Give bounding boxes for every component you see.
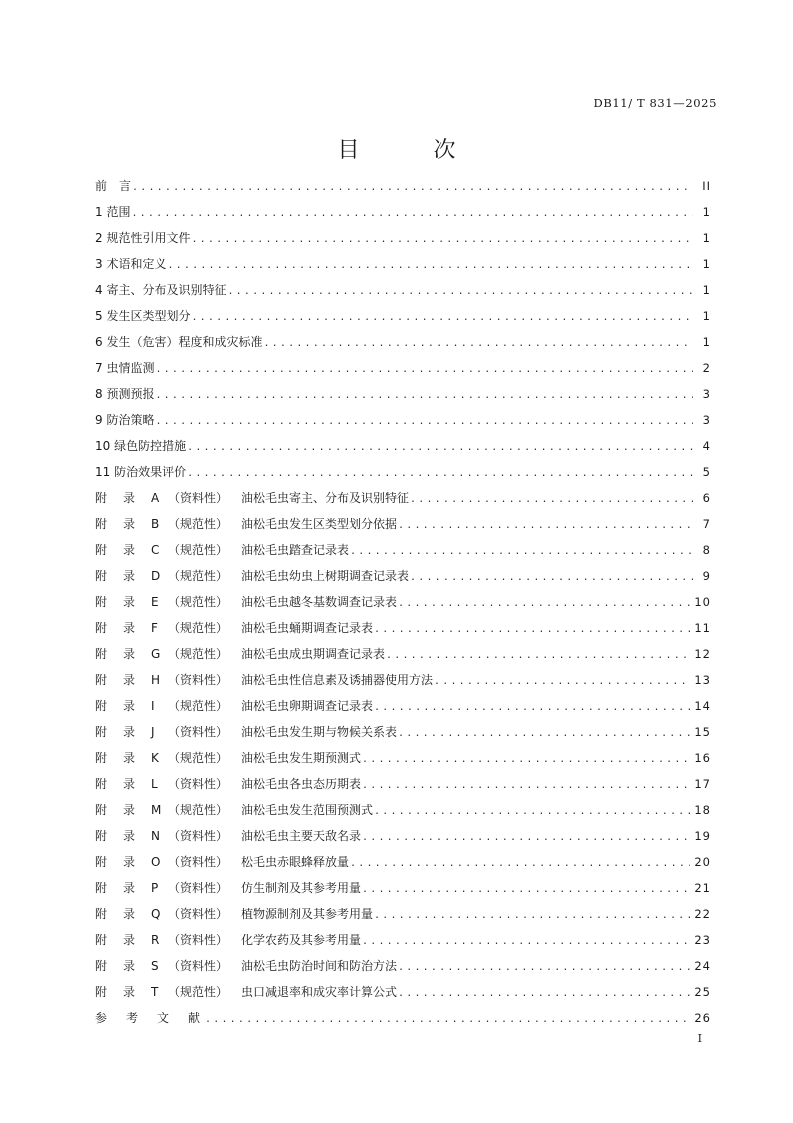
toc-entry-annex-d[interactable] <box>95 563 711 589</box>
toc-leader-dots <box>374 695 690 721</box>
toc-entry-annex-o[interactable] <box>95 849 711 875</box>
annex-prefix-fu: 附 <box>95 673 108 687</box>
annex-letter: C <box>151 543 160 557</box>
toc-leader-dots <box>155 357 693 383</box>
annex-prefix-fu: 附 <box>95 933 108 947</box>
toc-entry-label <box>95 823 361 849</box>
toc-entry-label: 参考文献 <box>95 1011 220 1025</box>
toc-entry-annex-t[interactable] <box>95 979 711 1005</box>
annex-prefix <box>95 667 168 693</box>
annex-title: 油松毛虫发生区类型划分依据 <box>241 517 398 531</box>
toc-leader-dots <box>398 721 690 747</box>
annex-title: 油松毛虫寄主、分布及识别特征 <box>241 491 410 505</box>
toc-leader-dots <box>350 851 690 877</box>
toc-entry-page: 2 <box>702 361 711 375</box>
annex-prefix-fu: 附 <box>95 907 108 921</box>
toc-entry-annex-b[interactable] <box>95 511 711 537</box>
toc-leader-dots <box>350 539 693 565</box>
toc-leader-dots <box>132 175 693 201</box>
annex-type: （资料性） <box>168 855 229 869</box>
toc-entry-page: 1 <box>702 205 711 219</box>
toc-entry-zone-types[interactable] <box>95 303 711 329</box>
toc-entry-page: 12 <box>694 647 711 661</box>
toc-leader-dots <box>155 409 693 435</box>
toc-entry-annex-h[interactable] <box>95 667 711 693</box>
annex-type: （资料性） <box>168 881 229 895</box>
annex-prefix-fu: 附 <box>95 855 108 869</box>
toc-entry-page: 18 <box>694 803 711 817</box>
toc-entry-page: 7 <box>702 517 711 531</box>
toc-entry-label: 5 发生区类型划分 <box>95 309 191 323</box>
toc-leader-dots <box>362 877 690 903</box>
annex-prefix-fu: 附 <box>95 647 108 661</box>
toc-entry-page: 3 <box>702 387 711 401</box>
toc-entry-page: 19 <box>694 829 711 843</box>
annex-type: （资料性） <box>168 959 229 973</box>
toc-entry-label: 8 预测预报 <box>95 387 155 401</box>
toc-entry-evaluation[interactable] <box>95 459 711 485</box>
references-list <box>95 1005 711 1031</box>
annex-letter: H <box>151 673 161 687</box>
toc-entry-label <box>95 979 397 1005</box>
toc-entry-label <box>95 745 361 771</box>
annex-prefix <box>95 797 168 823</box>
toc-entry-page: 6 <box>702 491 711 505</box>
toc-entry-label <box>95 641 385 667</box>
toc-entry-forecast[interactable] <box>95 381 711 407</box>
annex-prefix-fu: 附 <box>95 959 108 973</box>
annex-type: （规范性） <box>168 517 229 531</box>
annex-prefix-fu: 附 <box>95 985 108 999</box>
toc-entry-page: 1 <box>702 231 711 245</box>
toc-entry-page: 20 <box>694 855 711 869</box>
annex-prefix-lu: 录 <box>123 829 136 843</box>
toc-leader-dots <box>362 773 690 799</box>
toc-entry-strategy[interactable] <box>95 407 711 433</box>
toc-leader-dots <box>155 383 693 409</box>
annex-prefix-lu: 录 <box>123 673 136 687</box>
annex-type: （资料性） <box>168 491 229 505</box>
toc-leader-dots <box>410 487 693 513</box>
annex-prefix <box>95 745 168 771</box>
toc-entry-annex-r[interactable] <box>95 927 711 953</box>
annex-prefix <box>95 641 168 667</box>
toc-leader-dots <box>187 435 693 461</box>
toc-entry-label: 1 范围 <box>95 205 131 219</box>
toc-leader-dots <box>227 279 693 305</box>
toc-entry-annex-p[interactable] <box>95 875 711 901</box>
toc-entry-references[interactable] <box>95 1005 711 1031</box>
annex-letter: N <box>151 829 160 843</box>
annex-prefix-fu: 附 <box>95 491 108 505</box>
toc-entry-page: 22 <box>694 907 711 921</box>
annex-title: 油松毛虫发生期与物候关系表 <box>241 725 398 739</box>
annex-letter: D <box>151 569 161 583</box>
toc-entry-page: 25 <box>694 985 711 999</box>
toc-entry-label <box>95 511 397 537</box>
annex-type: （资料性） <box>168 725 229 739</box>
annex-type: （资料性） <box>168 933 229 947</box>
toc-entry-page: 1 <box>702 283 711 297</box>
toc-entry-annex-i[interactable] <box>95 693 711 719</box>
toc-entry-annex-n[interactable] <box>95 823 711 849</box>
annex-type: （规范性） <box>168 699 229 713</box>
annex-prefix-fu: 附 <box>95 777 108 791</box>
annex-prefix <box>95 875 168 901</box>
toc-leader-dots <box>131 201 693 227</box>
toc-entry-hosts[interactable] <box>95 277 711 303</box>
toc-entry-label <box>95 927 361 953</box>
annex-title: 油松毛虫主要天敌名录 <box>241 829 362 843</box>
toc-entry-annex-s[interactable] <box>95 953 711 979</box>
toc-leader-dots <box>398 513 693 539</box>
toc-leader-dots <box>386 643 690 669</box>
annex-prefix <box>95 953 168 979</box>
toc-list <box>95 173 711 485</box>
toc-leader-dots <box>374 617 690 643</box>
toc-entry-page: 1 <box>702 335 711 349</box>
toc-entry-page: 3 <box>702 413 711 427</box>
toc-entry-label: 前 言 <box>95 179 132 193</box>
toc-leader-dots <box>362 747 690 773</box>
annex-title: 油松毛虫卵期调查记录表 <box>241 699 374 713</box>
annex-letter: J <box>151 725 155 739</box>
annex-type: （规范性） <box>168 751 229 765</box>
annex-prefix-fu: 附 <box>95 595 108 609</box>
toc-entry-label <box>95 875 361 901</box>
annex-prefix-lu: 录 <box>123 933 136 947</box>
annex-prefix-lu: 录 <box>123 881 136 895</box>
annex-prefix <box>95 511 168 537</box>
toc-leader-dots <box>374 903 690 929</box>
toc-entry-label <box>95 901 373 927</box>
annex-prefix-lu: 录 <box>123 985 136 999</box>
annex-prefix-lu: 录 <box>123 647 136 661</box>
annex-prefix-fu: 附 <box>95 569 108 583</box>
annex-prefix <box>95 589 168 615</box>
toc-entry-label: 7 虫情监测 <box>95 361 155 375</box>
annex-prefix-lu: 录 <box>123 699 136 713</box>
annex-prefix-fu: 附 <box>95 725 108 739</box>
toc-entry-page: 14 <box>694 699 711 713</box>
annex-title: 油松毛虫幼虫上树期调查记录表 <box>241 569 410 583</box>
annex-letter: M <box>151 803 162 817</box>
annex-prefix-lu: 录 <box>123 517 136 531</box>
toc-entry-annex-m[interactable] <box>95 797 711 823</box>
toc-entry-foreword[interactable] <box>95 173 711 199</box>
annex-title: 仿生制剂及其参考用量 <box>241 881 362 895</box>
annex-title: 虫口减退率和成灾率计算公式 <box>241 985 398 999</box>
toc-entry-green-control[interactable] <box>95 433 711 459</box>
annex-prefix-lu: 录 <box>123 751 136 765</box>
annex-prefix <box>95 485 168 511</box>
annex-prefix-lu: 录 <box>123 621 136 635</box>
toc-entry-page: 10 <box>694 595 711 609</box>
toc-entry-label <box>95 537 349 563</box>
annex-title: 油松毛虫成虫期调查记录表 <box>241 647 386 661</box>
annex-type: （规范性） <box>168 595 229 609</box>
annex-prefix-lu: 录 <box>123 959 136 973</box>
toc-leader-dots <box>362 825 690 851</box>
toc-entry-normative-references[interactable] <box>95 225 711 251</box>
toc-leader-dots <box>263 331 693 357</box>
annex-list <box>95 485 711 1005</box>
toc-entry-annex-g[interactable] <box>95 641 711 667</box>
annex-title: 油松毛虫发生期预测式 <box>241 751 362 765</box>
annex-prefix-lu: 录 <box>123 569 136 583</box>
toc-entry-label: 9 防治策略 <box>95 413 155 427</box>
annex-title: 油松毛虫发生范围预测式 <box>241 803 374 817</box>
annex-prefix-lu: 录 <box>123 725 136 739</box>
annex-title: 油松毛虫防治时间和防治方法 <box>241 959 398 973</box>
toc-entry-page: 1 <box>702 309 711 323</box>
toc-entry-label <box>95 771 361 797</box>
annex-prefix-lu: 录 <box>123 803 136 817</box>
annex-type: （规范性） <box>168 543 229 557</box>
annex-prefix-lu: 录 <box>123 777 136 791</box>
toc-entry-page: 23 <box>694 933 711 947</box>
annex-prefix-fu: 附 <box>95 699 108 713</box>
annex-prefix <box>95 693 168 719</box>
annex-title: 油松毛虫性信息素及诱捕器使用方法 <box>241 673 434 687</box>
annex-prefix-fu: 附 <box>95 829 108 843</box>
annex-type: （资料性） <box>168 777 229 791</box>
toc-leader-dots <box>410 565 693 591</box>
annex-prefix-lu: 录 <box>123 907 136 921</box>
toc-entry-monitoring[interactable] <box>95 355 711 381</box>
annex-prefix-lu: 录 <box>123 855 136 869</box>
toc-entry-label: 3 术语和定义 <box>95 257 167 271</box>
annex-letter: S <box>151 959 159 973</box>
annex-letter: P <box>151 881 159 895</box>
toc-entry-page: 26 <box>694 1011 711 1025</box>
annex-type: （资料性） <box>168 907 229 921</box>
annex-type: （规范性） <box>168 621 229 635</box>
toc-entry-label <box>95 589 397 615</box>
doc-code: DB11/ T 831—2025 <box>593 96 717 110</box>
toc-entry-annex-a[interactable] <box>95 485 711 511</box>
annex-prefix-fu: 附 <box>95 751 108 765</box>
toc-entry-page: 9 <box>702 569 711 583</box>
toc-entry-page: 8 <box>702 543 711 557</box>
toc-leader-dots <box>434 669 690 695</box>
toc-entry-label: 11 防治效果评价 <box>95 465 187 479</box>
toc-entry-page: 21 <box>694 881 711 895</box>
toc-entry-annex-k[interactable] <box>95 745 711 771</box>
toc-entry-page: II <box>702 179 711 193</box>
annex-type: （规范性） <box>168 985 229 999</box>
toc-entry-page: 4 <box>702 439 711 453</box>
toc-entry-page: 11 <box>694 621 711 635</box>
toc-entry-terms[interactable] <box>95 251 711 277</box>
toc-entry-page: 1 <box>702 257 711 271</box>
annex-prefix-lu: 录 <box>123 595 136 609</box>
toc-leader-dots <box>398 591 690 617</box>
annex-letter: R <box>151 933 160 947</box>
toc-entry-annex-l[interactable] <box>95 771 711 797</box>
page-number: I <box>697 1032 702 1045</box>
toc-entry-damage-level[interactable] <box>95 329 711 355</box>
annex-prefix-fu: 附 <box>95 517 108 531</box>
toc-entry-label <box>95 563 409 589</box>
toc-entry-page: 13 <box>694 673 711 687</box>
toc-entry-label <box>95 953 397 979</box>
annex-prefix-lu: 录 <box>123 491 136 505</box>
toc-entry-label: 2 规范性引用文件 <box>95 231 191 245</box>
toc-leader-dots <box>187 461 693 487</box>
toc-entry-label: 6 发生（危害）程度和成灾标准 <box>95 335 263 349</box>
annex-title: 油松毛虫各虫态历期表 <box>241 777 362 791</box>
toc-leader-dots <box>167 253 693 279</box>
annex-prefix <box>95 615 168 641</box>
annex-prefix <box>95 563 168 589</box>
toc-entry-page: 5 <box>702 465 711 479</box>
annex-title: 植物源制剂及其参考用量 <box>241 907 374 921</box>
annex-title: 松毛虫赤眼蜂释放量 <box>241 855 350 869</box>
annex-prefix <box>95 771 168 797</box>
annex-prefix-fu: 附 <box>95 881 108 895</box>
annex-letter: L <box>151 777 158 791</box>
toc-entry-label <box>95 667 433 693</box>
toc-entry-label <box>95 693 373 719</box>
annex-type: （规范性） <box>168 647 229 661</box>
annex-prefix <box>95 823 168 849</box>
page-title: 目 次 <box>337 138 482 163</box>
annex-type: （资料性） <box>168 673 229 687</box>
toc-leader-dots <box>362 929 690 955</box>
annex-prefix <box>95 901 168 927</box>
annex-letter: E <box>151 595 159 609</box>
toc-leader-dots <box>398 955 690 981</box>
toc-entry-annex-f[interactable] <box>95 615 711 641</box>
toc-leader-dots <box>374 799 690 825</box>
toc-entry-label <box>95 719 397 745</box>
annex-title: 油松毛虫踏查记录表 <box>241 543 350 557</box>
toc-entry-annex-e[interactable] <box>95 589 711 615</box>
annex-prefix-fu: 附 <box>95 543 108 557</box>
annex-prefix-fu: 附 <box>95 621 108 635</box>
annex-letter: T <box>151 985 159 999</box>
annex-title: 化学农药及其参考用量 <box>241 933 362 947</box>
toc-entry-label <box>95 485 409 511</box>
annex-letter: K <box>151 751 159 765</box>
annex-prefix-lu: 录 <box>123 543 136 557</box>
toc-entry-label: 4 寄主、分布及识别特征 <box>95 283 227 297</box>
toc-entry-page: 17 <box>694 777 711 791</box>
toc-entry-annex-j[interactable] <box>95 719 711 745</box>
toc-entry-page: 16 <box>694 751 711 765</box>
annex-prefix <box>95 719 168 745</box>
toc-entry-label <box>95 797 373 823</box>
toc-entry-scope[interactable] <box>95 199 711 225</box>
annex-prefix <box>95 537 168 563</box>
annex-title: 油松毛虫越冬基数调查记录表 <box>241 595 398 609</box>
annex-prefix-fu: 附 <box>95 803 108 817</box>
annex-letter: F <box>151 621 158 635</box>
toc-entry-annex-q[interactable] <box>95 901 711 927</box>
annex-letter: A <box>151 491 160 505</box>
annex-prefix <box>95 849 168 875</box>
annex-letter: B <box>151 517 160 531</box>
annex-type: （资料性） <box>168 829 229 843</box>
annex-letter: Q <box>151 907 161 921</box>
toc-entry-label <box>95 849 349 875</box>
annex-prefix <box>95 927 168 953</box>
toc-leader-dots <box>191 227 693 253</box>
toc-entry-page: 15 <box>694 725 711 739</box>
annex-type: （规范性） <box>168 569 229 583</box>
toc-leader-dots <box>191 305 693 331</box>
toc-entry-page: 24 <box>694 959 711 973</box>
annex-letter: O <box>151 855 161 869</box>
toc-entry-annex-c[interactable] <box>95 537 711 563</box>
annex-letter: G <box>151 647 161 661</box>
annex-type: （规范性） <box>168 803 229 817</box>
toc-leader-dots <box>398 981 690 1007</box>
toc-entry-label <box>95 615 373 641</box>
annex-prefix <box>95 979 168 1005</box>
toc-leader-dots <box>205 1007 690 1033</box>
annex-letter: I <box>151 699 155 713</box>
annex-title: 油松毛虫蛹期调查记录表 <box>241 621 374 635</box>
toc-entry-label: 10 绿色防控措施 <box>95 439 187 453</box>
